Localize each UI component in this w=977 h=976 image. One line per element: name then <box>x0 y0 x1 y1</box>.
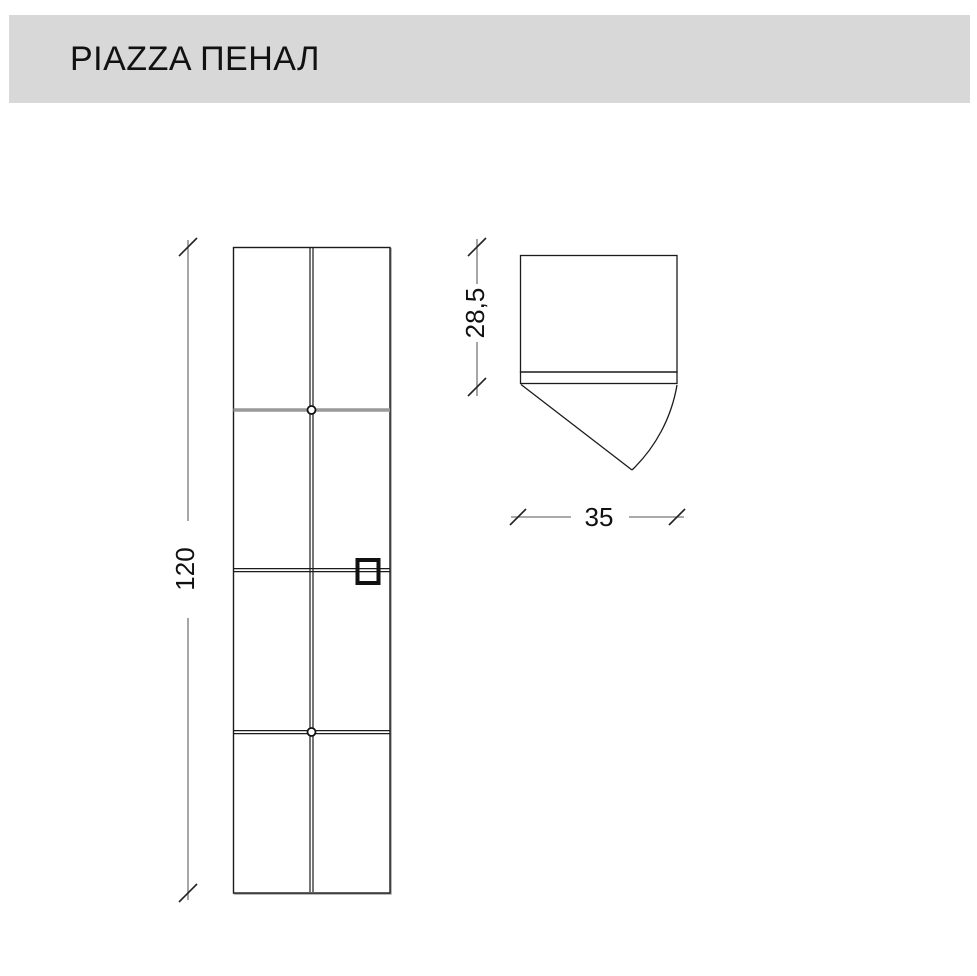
depth-dimension <box>460 238 490 396</box>
depth-dimension-label: 28,5 <box>460 287 490 339</box>
door-open-position-line <box>521 385 632 471</box>
lower-knob-circle <box>308 728 316 736</box>
top-view-door-panel <box>521 372 678 384</box>
page-title: PIAZZA ПЕНАЛ <box>70 39 320 78</box>
front-view <box>234 248 391 894</box>
height-dimension-label: 120 <box>170 547 200 591</box>
height-dimension <box>170 238 200 902</box>
top-view <box>521 256 678 471</box>
top-view-body-outline <box>521 256 678 373</box>
door-swing-arc <box>632 385 677 470</box>
width-dimension <box>510 502 685 532</box>
cabinet-outline <box>234 248 391 894</box>
upper-knob-circle <box>308 406 316 414</box>
width-dimension-label: 35 <box>584 502 614 532</box>
